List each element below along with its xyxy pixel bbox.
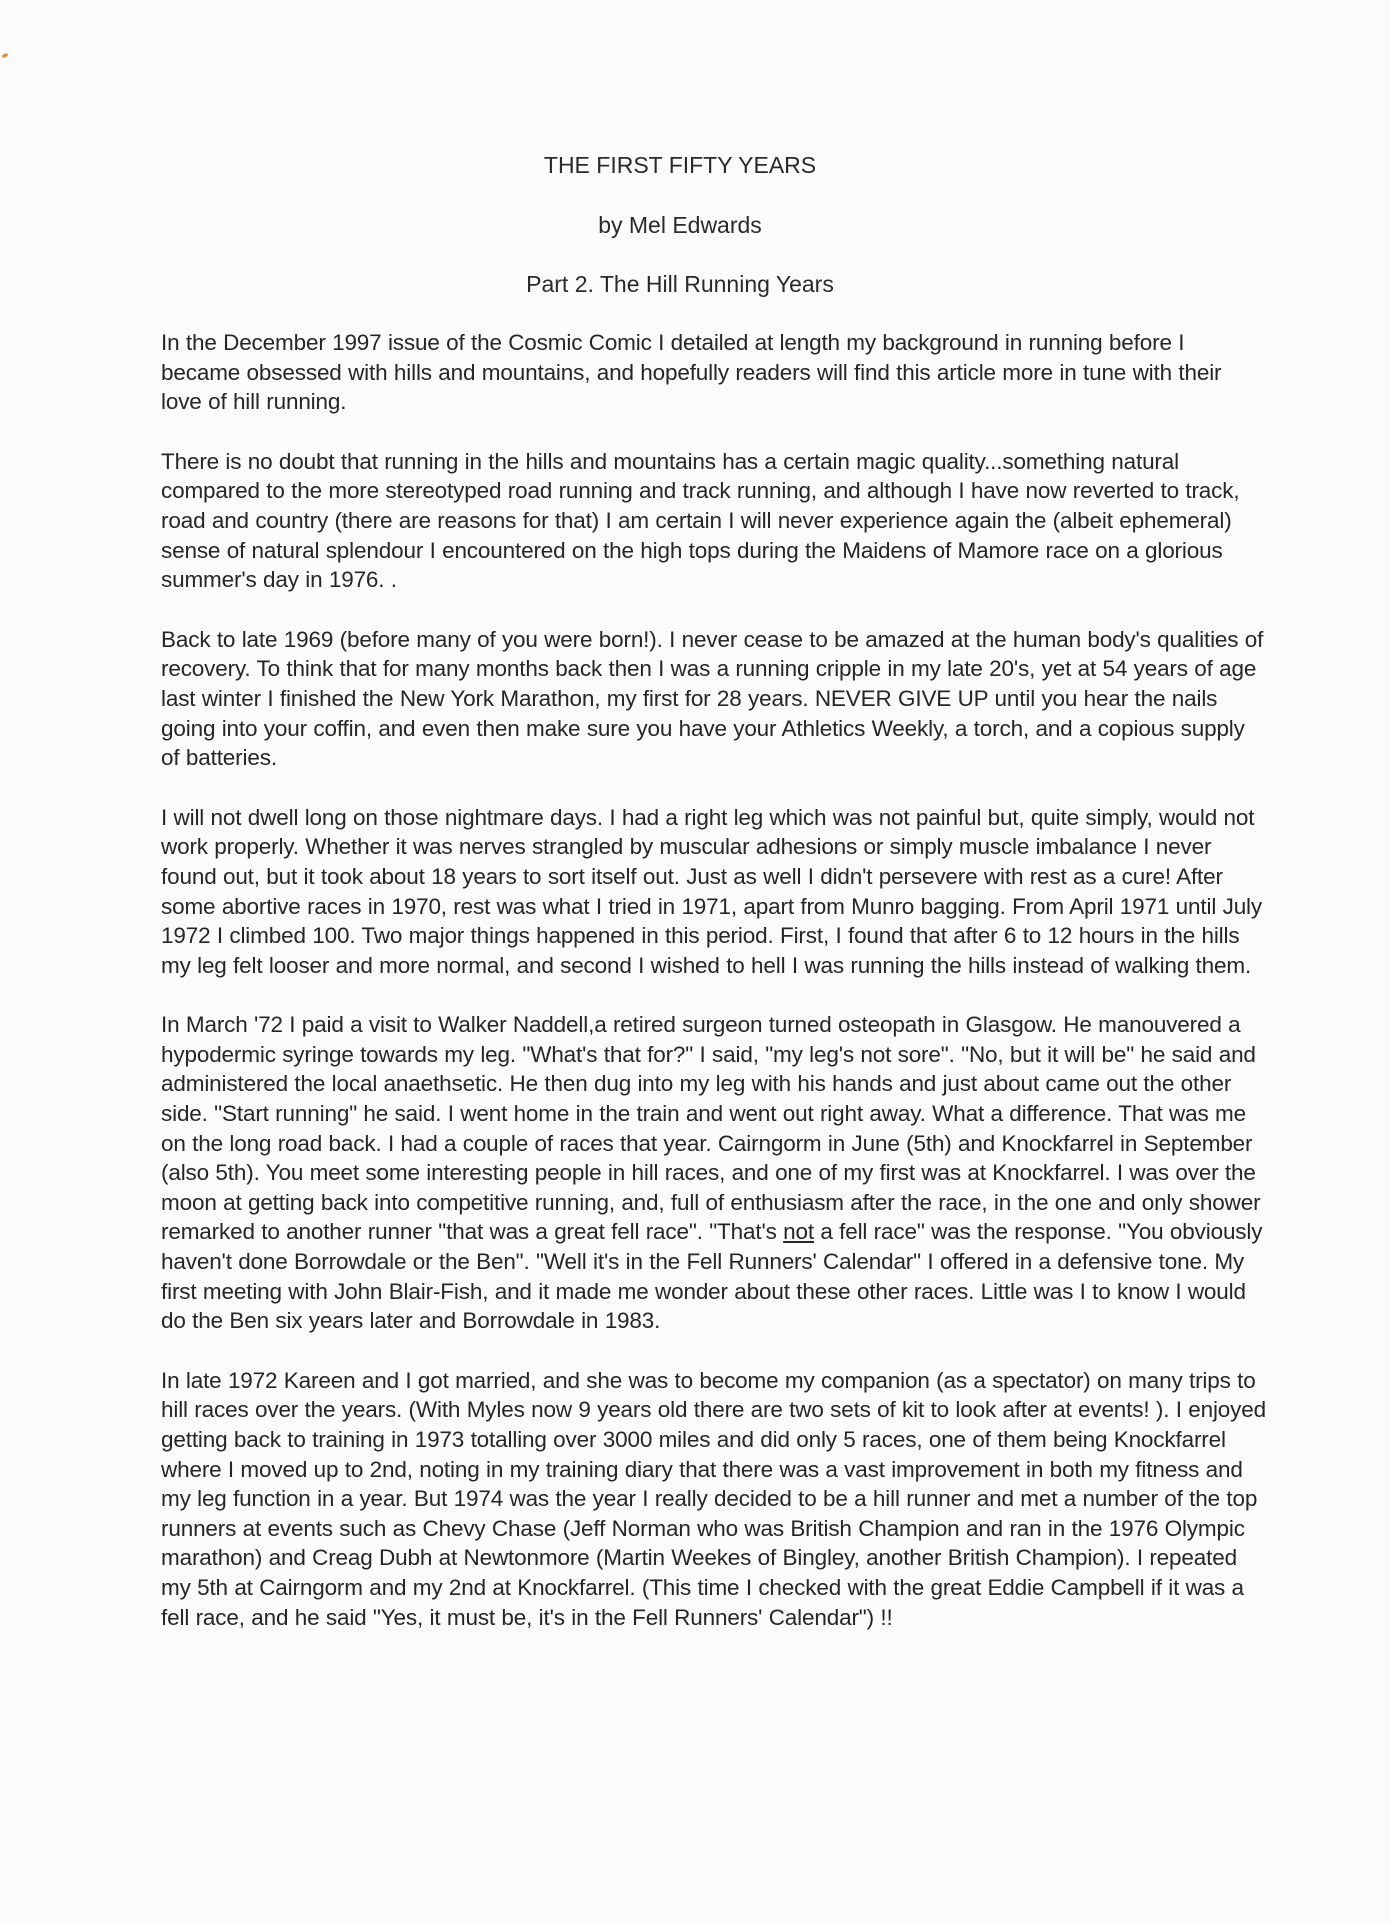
paragraph-5	[161, 1010, 1266, 1336]
paragraph-3: Back to late 1969 (before many of you were born!). I never cease to be amazed at the human body's qualities of recovery. To think that for many months back then I was a running cripple in my late 20's, yet at 54 years of age last winter I finished the New York Marathon, my first for 28 years. NEVER GIVE UP until you hear the nails going into your coffin, and even then make sure you have your Athletics Weekly, a torch, and a copious supply of batteries.	[161, 626, 1264, 771]
underlined-word: not	[783, 1219, 814, 1245]
article-body	[161, 328, 1266, 1662]
document-author: by Mel Edwards	[598, 212, 762, 238]
paragraph-1: In the December 1997 issue of the Cosmic Comic I detailed at length my background in running before I became obsessed with hills and mountains, and hopefully readers will find this article more in tune with their love of hill running.	[161, 330, 1222, 415]
paper-speck	[2, 53, 9, 58]
paragraph-4: I will not dwell long on those nightmare days. I had a right leg which was not painful but, quite simply, would not work properly. Whether it was nerves strangled by muscular adhesions or simply muscle imbalance I never found out, but it took about 18 years to sort itself out. Just as well I didn't persevere with rest as a cure! After some abortive races in 1970, rest was what I tried in 1971, apart from Munro bagging. From April 1971 until July 1972 I climbed 100. Two major things happened in this period. First, I found that after 6 to 12 hours in the hills my leg felt looser and more normal, and second I wished to hell I was running the hills instead of walking them.	[161, 804, 1263, 978]
paragraph-2: There is no doubt that running in the hills and mountains has a certain magic quality...something natural compared to the more stereotyped road running and track running, and although I have now reverted to track, road and country (there are reasons for that) I am certain I will never experience again the (albeit ephemeral) sense of natural splendour I encountered on the high tops during the Maidens of Mamore race on a glorious summer's day in 1976. .	[161, 448, 1240, 593]
document-part-heading: Part 2. The Hill Running Years	[526, 271, 834, 297]
paragraph-6: In late 1972 Kareen and I got married, and she was to become my companion (as a spectator) on many trips to hill races over the years. (With Myles now 9 years old there are two sets of kit to look after at events! ). I enjoyed getting back to training in 1973 totalling over 3000 miles and did only 5 races, one of them being Knockfarrel where I moved up to 2nd, noting in my training diary that there was a vast improvement in both my fitness and my leg function in a year. But 1974 was the year I really decided to be a hill runner and met a number of the top runners at events such as Chevy Chase (Jeff Norman who was British Champion and ran in the 1976 Olympic marathon) and Creag Dubh at Newtonmore (Martin Weekes of Bingley, another British Champion). I repeated my 5th at Cairngorm and my 2nd at Knockfarrel. (This time I checked with the great Eddie Campbell if it was a fell race, and he said "Yes, it must be, it's in the Fell Runners' Calendar") !!	[161, 1367, 1266, 1630]
document-title: THE FIRST FIFTY YEARS	[543, 152, 817, 178]
paragraph-5-text-b: a fell race" was the response. "You obviously haven't done Borrowdale or the Ben". "Well it's in the Fell Runners' Calendar" I offered in a defensive tone. My first meeting with John Blair-Fish, and it made me wonder about these other races. Little was I to know I would do the Ben six years later and Borrowdale in 1983.	[161, 1219, 1263, 1334]
paragraph-5-text-a: In March '72 I paid a visit to Walker Naddell,a retired surgeon turned osteopath in Glasgow. He manouvered a hypodermic syringe towards my leg. "What's that for?" I said, "my leg's not sore". "No, but it will be" he said and administered the local anaethsetic. He then dug into my leg with his hands and just about came out the other side. "Start running" he said. I went home in the train and went out right away. What a difference. That was me on the long road back. I had a couple of races that year. Cairngorm in June (5th) and Knockfarrel in September (also 5th). You meet some interesting people in hill races, and one of my first was at Knockfarrel. I was over the moon at getting back into competitive running, and, full of enthusiasm after the race, in the one and only shower remarked to another runner "that was a great fell race". "That's	[161, 1012, 1261, 1245]
